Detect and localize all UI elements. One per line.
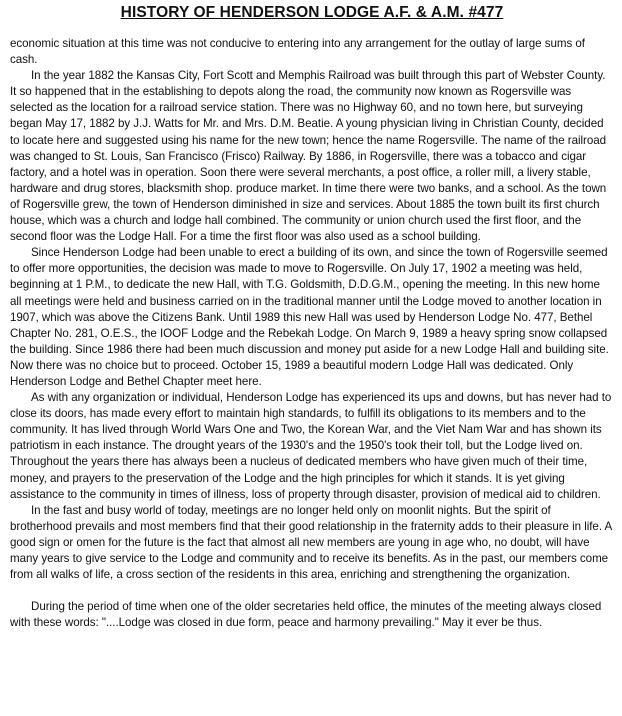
paragraph-railroad: In the year 1882 the Kansas City, Fort Scott and Memphis Railroad was built through this part of Webster County. It so happened that in the establishing to depots along the road, the community now known as Rogersville was selected as the location for a railroad service station. There was no Highway 60, and no town here, but surveying began May 17, 1882 by J.J. Watts for Mr. and Mrs. D.M. Beatie. A young physician living in Christian County, decided to locate here and suggested using his name for the new town; hence the name Rogersville. The name of the railroad was changed to St. Louis, San Francisco (Frisco) Railway. By 1886, in Rogersville, there was a tobacco and cigar factory, and a hotel was in operation. Soon there were several merchants, a post office, a roller mill, a livery stable, hardware and drug stores, blacksmith shop. produce market. In time there were two banks, and a school. As the town of Rogersville grew, the town of Henderson diminished in size and services. About 1885 the town built its first church house, which was a church and lodge hall combined. The community or union church used the first floor, and the second floor was the Lodge Hall. For a time the first floor was also used as a school building. xyxy=(10,69,607,244)
paragraph-closing: During the period of time when one of the older secretaries held office, the minutes of the meeting always closed with these words: "....Lodge was closed in due form, peace and harmony prevailing." May it ever be thus. xyxy=(10,600,602,630)
paragraph-move-to-rogersville: Since Henderson Lodge had been unable to erect a building of its own, and since the town of Rogersville seemed to offer more opportunities, the decision was made to move to Rogersville. On July 17, 1902 a meeting was held, beginning at 1 P.M., to dedicate the new Hall, with T.G. Goldsmith, D.D.G.M., opening the meeting. In this new home all meetings were held and business carried on in the traditional manner until the Lodge moved to another location in 1907, which was above the Citizens Bank. Until 1989 this new Hall was used by Henderson Lodge No. 477, Bethel Chapter No. 281, O.E.S., the IOOF Lodge and the Rebekah Lodge. On March 9, 1989 a heavy spring snow collapsed the building. Since 1986 there had been much discussion and money put aside for a new Lodge Hall and building site. Now there was no choice but to proceed. October 15, 1989 a beautiful modern Lodge Hall was dedicated. Only Henderson Lodge and Bethel Chapter meet here. xyxy=(10,246,609,388)
paragraph-ups-and-downs: As with any organization or individual, Henderson Lodge has experienced its ups and downs, but has never had to close its doors, has made every effort to maintain high standards, to fulfill its obligations to its members and to the community. It has lived through World Wars One and Two, the Korean War, and the Viet Nam War and has shown its patriotism in each instance. The drought years of the 1930's and the 1950's took their toll, but the Lodge lived on. Throughout the years there has always been a nucleus of dedicated members who have given much of their time, money, and prayers to the preservation of the Lodge and the high principles for which it stands. It is yet giving assistance to the community in times of illness, loss of property through disaster, provision of medical aid to children. xyxy=(10,391,612,501)
paragraph-spacer xyxy=(10,583,614,599)
paragraph-continuation: economic situation at this time was not conducive to entering into any arrangement for the outlay of large sums of cash. xyxy=(10,37,585,67)
page-title: HISTORY OF HENDERSON LODGE A.F. & A.M. #477 xyxy=(120,4,504,21)
paragraph-brotherhood: In the fast and busy world of today, meetings are no longer held only on moonlit nights. But the spirit of brotherhood prevails and most members find that their good relationship in the fraternity adds to their pleasure in life. A good sign or omen for the future is the fact that almost all new members are young in age who, no doubt, will have many years to give service to the Lodge and community and to receive its benefits. As in the past, our members come from all walks of life, a cross section of the residents in this area, enriching and strengthening the organization. xyxy=(10,503,612,582)
